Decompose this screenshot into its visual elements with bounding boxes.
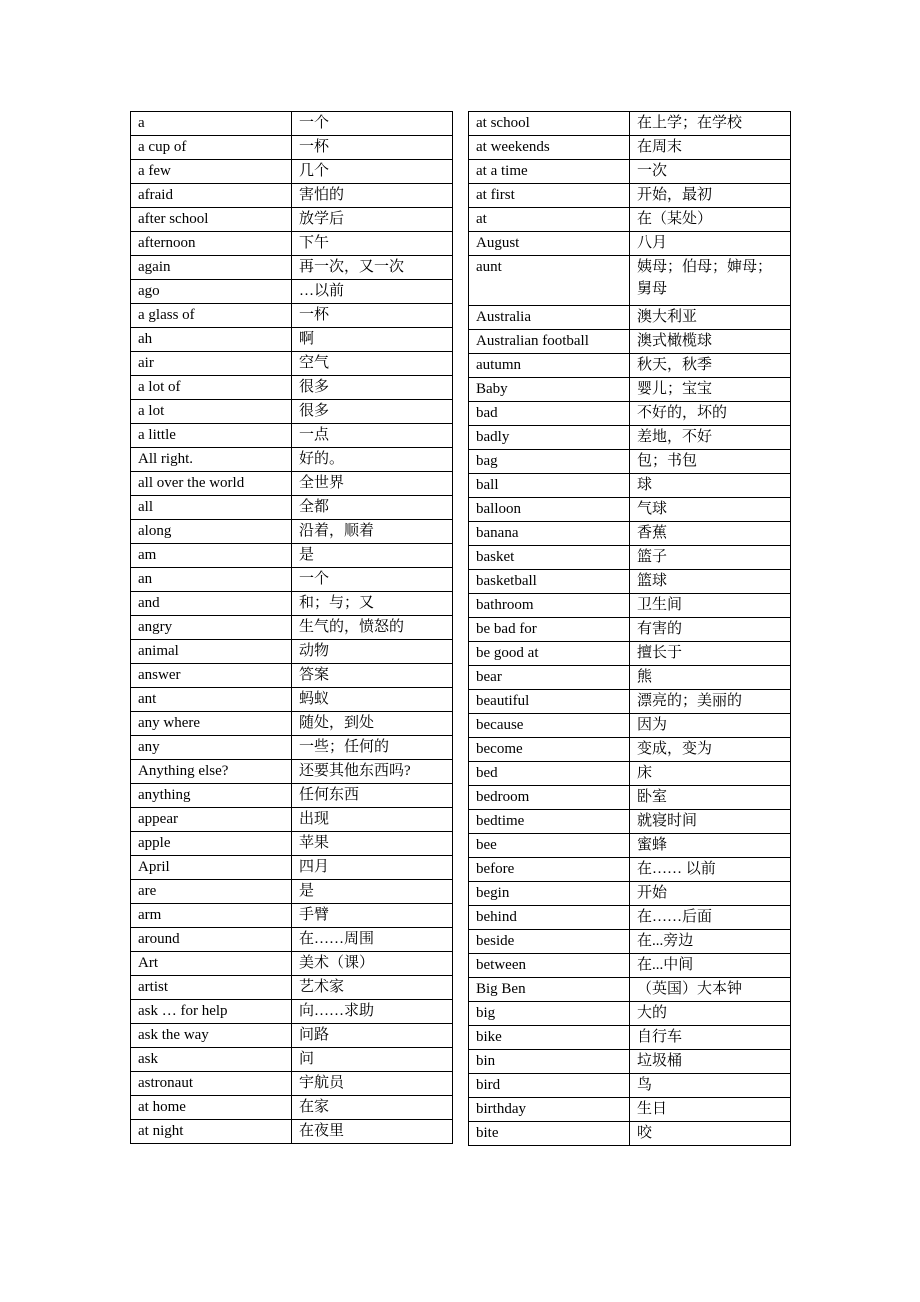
vocab-row bbox=[131, 184, 453, 208]
chinese-meaning-cell: 开始，最初 bbox=[630, 184, 791, 208]
chinese-meaning-cell: 全都 bbox=[292, 496, 453, 520]
english-word-cell: a little bbox=[131, 424, 292, 448]
english-word-cell: bed bbox=[469, 762, 630, 786]
english-word-cell: artist bbox=[131, 976, 292, 1000]
chinese-meaning-cell: 再一次，又一次 bbox=[292, 256, 453, 280]
english-word-cell: at night bbox=[131, 1120, 292, 1144]
vocab-row bbox=[469, 594, 791, 618]
english-word-cell: ask … for help bbox=[131, 1000, 292, 1024]
english-word-cell: beautiful bbox=[469, 690, 630, 714]
english-word-cell: big bbox=[469, 1002, 630, 1026]
english-word-cell: bathroom bbox=[469, 594, 630, 618]
english-word-cell: begin bbox=[469, 882, 630, 906]
vocab-row bbox=[131, 808, 453, 832]
vocab-row bbox=[131, 352, 453, 376]
chinese-meaning-cell: 就寝时间 bbox=[630, 810, 791, 834]
english-word-cell: ant bbox=[131, 688, 292, 712]
english-word-cell: ago bbox=[131, 280, 292, 304]
vocab-row bbox=[131, 256, 453, 280]
chinese-meaning-cell: 在…… 以前 bbox=[630, 858, 791, 882]
vocab-row bbox=[131, 1120, 453, 1144]
english-word-cell: bee bbox=[469, 834, 630, 858]
english-word-cell: All right. bbox=[131, 448, 292, 472]
english-word-cell: Anything else? bbox=[131, 760, 292, 784]
english-word-cell: along bbox=[131, 520, 292, 544]
vocab-row bbox=[131, 856, 453, 880]
english-word-cell: before bbox=[469, 858, 630, 882]
vocab-table-left bbox=[130, 111, 453, 1144]
english-word-cell: bad bbox=[469, 402, 630, 426]
chinese-meaning-cell: 生日 bbox=[630, 1098, 791, 1122]
chinese-meaning-cell: 艺术家 bbox=[292, 976, 453, 1000]
chinese-meaning-cell: 包；书包 bbox=[630, 450, 791, 474]
english-word-cell: appear bbox=[131, 808, 292, 832]
vocab-row bbox=[469, 498, 791, 522]
english-word-cell: bedtime bbox=[469, 810, 630, 834]
chinese-meaning-cell: 香蕉 bbox=[630, 522, 791, 546]
vocab-row bbox=[469, 426, 791, 450]
chinese-meaning-cell: 在家 bbox=[292, 1096, 453, 1120]
vocab-row bbox=[469, 666, 791, 690]
english-word-cell: ask the way bbox=[131, 1024, 292, 1048]
chinese-meaning-cell: 婴儿；宝宝 bbox=[630, 378, 791, 402]
english-word-cell: Big Ben bbox=[469, 978, 630, 1002]
vocab-row bbox=[131, 664, 453, 688]
english-word-cell: a cup of bbox=[131, 136, 292, 160]
vocab-row bbox=[469, 160, 791, 184]
chinese-meaning-cell: 漂亮的；美丽的 bbox=[630, 690, 791, 714]
english-word-cell: April bbox=[131, 856, 292, 880]
chinese-meaning-cell: 很多 bbox=[292, 400, 453, 424]
chinese-meaning-cell: 任何东西 bbox=[292, 784, 453, 808]
english-word-cell: behind bbox=[469, 906, 630, 930]
vocab-row bbox=[469, 546, 791, 570]
vocab-row bbox=[131, 616, 453, 640]
vocab-row bbox=[469, 450, 791, 474]
english-word-cell: become bbox=[469, 738, 630, 762]
english-word-cell: anything bbox=[131, 784, 292, 808]
chinese-meaning-cell: 球 bbox=[630, 474, 791, 498]
english-word-cell: bite bbox=[469, 1122, 630, 1146]
chinese-meaning-cell: 差地，不好 bbox=[630, 426, 791, 450]
chinese-meaning-cell: 空气 bbox=[292, 352, 453, 376]
chinese-meaning-cell: 熊 bbox=[630, 666, 791, 690]
english-word-cell: Australian football bbox=[469, 330, 630, 354]
english-word-cell: apple bbox=[131, 832, 292, 856]
chinese-meaning-cell: 在（某处） bbox=[630, 208, 791, 232]
vocab-row bbox=[469, 714, 791, 738]
vocab-row bbox=[469, 474, 791, 498]
english-word-cell: angry bbox=[131, 616, 292, 640]
chinese-meaning-cell: 向……求助 bbox=[292, 1000, 453, 1024]
vocab-row bbox=[131, 688, 453, 712]
chinese-meaning-cell: 一点 bbox=[292, 424, 453, 448]
english-word-cell: Australia bbox=[469, 306, 630, 330]
chinese-meaning-cell: 出现 bbox=[292, 808, 453, 832]
chinese-meaning-cell: 擅长于 bbox=[630, 642, 791, 666]
english-word-cell: at a time bbox=[469, 160, 630, 184]
vocab-row bbox=[469, 786, 791, 810]
chinese-meaning-cell: 澳式橄榄球 bbox=[630, 330, 791, 354]
chinese-meaning-cell: 在……后面 bbox=[630, 906, 791, 930]
chinese-meaning-cell: 随处，到处 bbox=[292, 712, 453, 736]
english-word-cell: at bbox=[469, 208, 630, 232]
vocab-row bbox=[131, 376, 453, 400]
english-word-cell: badly bbox=[469, 426, 630, 450]
chinese-meaning-cell: 在...旁边 bbox=[630, 930, 791, 954]
vocab-row bbox=[469, 1098, 791, 1122]
vocab-row bbox=[131, 448, 453, 472]
chinese-meaning-cell: （英国）大本钟 bbox=[630, 978, 791, 1002]
chinese-meaning-cell: 四月 bbox=[292, 856, 453, 880]
english-word-cell: afraid bbox=[131, 184, 292, 208]
vocab-row bbox=[131, 592, 453, 616]
english-word-cell: an bbox=[131, 568, 292, 592]
chinese-meaning-cell: 是 bbox=[292, 544, 453, 568]
vocab-row bbox=[131, 784, 453, 808]
english-word-cell: aunt bbox=[469, 256, 630, 306]
vocab-row bbox=[469, 354, 791, 378]
vocab-row bbox=[469, 1050, 791, 1074]
english-word-cell: at home bbox=[131, 1096, 292, 1120]
english-word-cell: after school bbox=[131, 208, 292, 232]
vocab-row bbox=[131, 208, 453, 232]
chinese-meaning-cell: 一个 bbox=[292, 568, 453, 592]
vocab-row bbox=[469, 858, 791, 882]
english-word-cell: around bbox=[131, 928, 292, 952]
chinese-meaning-cell: 一些；任何的 bbox=[292, 736, 453, 760]
vocab-row bbox=[131, 1096, 453, 1120]
vocab-row bbox=[131, 160, 453, 184]
vocab-row bbox=[469, 378, 791, 402]
english-word-cell: because bbox=[469, 714, 630, 738]
vocab-row bbox=[469, 112, 791, 136]
chinese-meaning-cell: 一个 bbox=[292, 112, 453, 136]
english-word-cell: are bbox=[131, 880, 292, 904]
vocab-row bbox=[131, 952, 453, 976]
vocab-row bbox=[469, 402, 791, 426]
chinese-meaning-cell: 一次 bbox=[630, 160, 791, 184]
chinese-meaning-cell: 因为 bbox=[630, 714, 791, 738]
chinese-meaning-cell: 不好的，坏的 bbox=[630, 402, 791, 426]
english-word-cell: a glass of bbox=[131, 304, 292, 328]
english-word-cell: balloon bbox=[469, 498, 630, 522]
english-word-cell: bedroom bbox=[469, 786, 630, 810]
vocab-row bbox=[131, 880, 453, 904]
english-word-cell: ask bbox=[131, 1048, 292, 1072]
chinese-meaning-cell: 好的。 bbox=[292, 448, 453, 472]
chinese-meaning-cell: 全世界 bbox=[292, 472, 453, 496]
chinese-meaning-cell: 问路 bbox=[292, 1024, 453, 1048]
english-word-cell: bird bbox=[469, 1074, 630, 1098]
vocab-row bbox=[469, 208, 791, 232]
vocab-row bbox=[131, 640, 453, 664]
vocab-row bbox=[131, 736, 453, 760]
chinese-meaning-cell: 和；与；又 bbox=[292, 592, 453, 616]
english-word-cell: a lot bbox=[131, 400, 292, 424]
vocab-row bbox=[469, 136, 791, 160]
english-word-cell: arm bbox=[131, 904, 292, 928]
english-word-cell: answer bbox=[131, 664, 292, 688]
chinese-meaning-cell: 在周末 bbox=[630, 136, 791, 160]
chinese-meaning-cell: …以前 bbox=[292, 280, 453, 304]
vocab-row bbox=[131, 1048, 453, 1072]
english-word-cell: afternoon bbox=[131, 232, 292, 256]
english-word-cell: animal bbox=[131, 640, 292, 664]
english-word-cell: be good at bbox=[469, 642, 630, 666]
chinese-meaning-cell: 在...中间 bbox=[630, 954, 791, 978]
chinese-meaning-cell: 气球 bbox=[630, 498, 791, 522]
vocab-row bbox=[131, 760, 453, 784]
chinese-meaning-cell: 生气的，愤怒的 bbox=[292, 616, 453, 640]
vocab-row bbox=[131, 544, 453, 568]
chinese-meaning-cell: 美术（课） bbox=[292, 952, 453, 976]
english-word-cell: any bbox=[131, 736, 292, 760]
vocab-row bbox=[469, 256, 791, 306]
vocab-row bbox=[131, 568, 453, 592]
english-word-cell: basket bbox=[469, 546, 630, 570]
chinese-meaning-cell: 卧室 bbox=[630, 786, 791, 810]
english-word-cell: at weekends bbox=[469, 136, 630, 160]
vocab-row bbox=[469, 232, 791, 256]
english-word-cell: be bad for bbox=[469, 618, 630, 642]
chinese-meaning-cell: 卫生间 bbox=[630, 594, 791, 618]
vocab-row bbox=[131, 1024, 453, 1048]
vocab-row bbox=[469, 184, 791, 208]
english-word-cell: between bbox=[469, 954, 630, 978]
vocab-row bbox=[469, 1122, 791, 1146]
chinese-meaning-cell: 是 bbox=[292, 880, 453, 904]
vocab-row bbox=[131, 136, 453, 160]
chinese-meaning-cell: 还要其他东西吗? bbox=[292, 760, 453, 784]
english-word-cell: August bbox=[469, 232, 630, 256]
chinese-meaning-cell: 有害的 bbox=[630, 618, 791, 642]
vocab-row bbox=[131, 520, 453, 544]
chinese-meaning-cell: 几个 bbox=[292, 160, 453, 184]
english-word-cell: banana bbox=[469, 522, 630, 546]
vocab-row bbox=[131, 712, 453, 736]
vocab-row bbox=[469, 834, 791, 858]
chinese-meaning-cell: 啊 bbox=[292, 328, 453, 352]
vocab-row bbox=[469, 930, 791, 954]
vocab-row bbox=[469, 762, 791, 786]
chinese-meaning-cell: 秋天，秋季 bbox=[630, 354, 791, 378]
chinese-meaning-cell: 沿着，顺着 bbox=[292, 520, 453, 544]
chinese-meaning-cell: 蚂蚁 bbox=[292, 688, 453, 712]
vocab-row bbox=[469, 690, 791, 714]
chinese-meaning-cell: 在……周围 bbox=[292, 928, 453, 952]
vocab-row bbox=[131, 496, 453, 520]
vocab-row bbox=[131, 232, 453, 256]
chinese-meaning-cell: 床 bbox=[630, 762, 791, 786]
chinese-meaning-cell: 姨母；伯母；婶母；舅母 bbox=[630, 256, 791, 306]
vocab-row bbox=[469, 1074, 791, 1098]
vocab-row bbox=[131, 328, 453, 352]
vocab-row bbox=[469, 810, 791, 834]
english-word-cell: at first bbox=[469, 184, 630, 208]
chinese-meaning-cell: 变成，变为 bbox=[630, 738, 791, 762]
chinese-meaning-cell: 放学后 bbox=[292, 208, 453, 232]
chinese-meaning-cell: 咬 bbox=[630, 1122, 791, 1146]
vocab-row bbox=[131, 400, 453, 424]
chinese-meaning-cell: 篮子 bbox=[630, 546, 791, 570]
english-word-cell: a few bbox=[131, 160, 292, 184]
vocab-row bbox=[131, 424, 453, 448]
english-word-cell: am bbox=[131, 544, 292, 568]
vocab-row bbox=[469, 330, 791, 354]
chinese-meaning-cell: 很多 bbox=[292, 376, 453, 400]
vocab-row bbox=[469, 570, 791, 594]
chinese-meaning-cell: 手臂 bbox=[292, 904, 453, 928]
vocab-row bbox=[131, 904, 453, 928]
vocab-row bbox=[131, 1000, 453, 1024]
english-word-cell: astronaut bbox=[131, 1072, 292, 1096]
vocab-table-right bbox=[468, 111, 791, 1146]
vocab-row bbox=[131, 1072, 453, 1096]
chinese-meaning-cell: 苹果 bbox=[292, 832, 453, 856]
english-word-cell: birthday bbox=[469, 1098, 630, 1122]
english-word-cell: at school bbox=[469, 112, 630, 136]
english-word-cell: and bbox=[131, 592, 292, 616]
english-word-cell: bike bbox=[469, 1026, 630, 1050]
english-word-cell: all bbox=[131, 496, 292, 520]
chinese-meaning-cell: 宇航员 bbox=[292, 1072, 453, 1096]
vocab-row bbox=[131, 976, 453, 1000]
english-word-cell: all over the world bbox=[131, 472, 292, 496]
vocab-row bbox=[469, 954, 791, 978]
english-word-cell: ball bbox=[469, 474, 630, 498]
chinese-meaning-cell: 动物 bbox=[292, 640, 453, 664]
chinese-meaning-cell: 自行车 bbox=[630, 1026, 791, 1050]
english-word-cell: basketball bbox=[469, 570, 630, 594]
chinese-meaning-cell: 一杯 bbox=[292, 304, 453, 328]
english-word-cell: air bbox=[131, 352, 292, 376]
vocab-row bbox=[131, 832, 453, 856]
chinese-meaning-cell: 一杯 bbox=[292, 136, 453, 160]
vocab-row bbox=[469, 906, 791, 930]
english-word-cell: bin bbox=[469, 1050, 630, 1074]
english-word-cell: ah bbox=[131, 328, 292, 352]
english-word-cell: a lot of bbox=[131, 376, 292, 400]
chinese-meaning-cell: 问 bbox=[292, 1048, 453, 1072]
vocab-row bbox=[131, 928, 453, 952]
vocab-row bbox=[131, 112, 453, 136]
english-word-cell: Baby bbox=[469, 378, 630, 402]
chinese-meaning-cell: 在上学；在学校 bbox=[630, 112, 791, 136]
chinese-meaning-cell: 害怕的 bbox=[292, 184, 453, 208]
english-word-cell: bear bbox=[469, 666, 630, 690]
english-word-cell: Art bbox=[131, 952, 292, 976]
vocab-row bbox=[469, 642, 791, 666]
english-word-cell: any where bbox=[131, 712, 292, 736]
vocab-row bbox=[469, 738, 791, 762]
vocab-row bbox=[469, 618, 791, 642]
chinese-meaning-cell: 鸟 bbox=[630, 1074, 791, 1098]
english-word-cell: bag bbox=[469, 450, 630, 474]
chinese-meaning-cell: 八月 bbox=[630, 232, 791, 256]
chinese-meaning-cell: 篮球 bbox=[630, 570, 791, 594]
english-word-cell: autumn bbox=[469, 354, 630, 378]
vocab-row bbox=[469, 522, 791, 546]
vocab-row bbox=[131, 280, 453, 304]
chinese-meaning-cell: 在夜里 bbox=[292, 1120, 453, 1144]
chinese-meaning-cell: 下午 bbox=[292, 232, 453, 256]
vocab-row bbox=[469, 306, 791, 330]
vocab-row bbox=[131, 304, 453, 328]
vocab-row bbox=[469, 1026, 791, 1050]
english-word-cell: again bbox=[131, 256, 292, 280]
chinese-meaning-cell: 蜜蜂 bbox=[630, 834, 791, 858]
chinese-meaning-cell: 澳大利亚 bbox=[630, 306, 791, 330]
vocab-row bbox=[469, 978, 791, 1002]
chinese-meaning-cell: 大的 bbox=[630, 1002, 791, 1026]
english-word-cell: a bbox=[131, 112, 292, 136]
vocab-row bbox=[131, 472, 453, 496]
english-word-cell: beside bbox=[469, 930, 630, 954]
vocab-row bbox=[469, 1002, 791, 1026]
chinese-meaning-cell: 垃圾桶 bbox=[630, 1050, 791, 1074]
chinese-meaning-cell: 开始 bbox=[630, 882, 791, 906]
chinese-meaning-cell: 答案 bbox=[292, 664, 453, 688]
vocab-row bbox=[469, 882, 791, 906]
